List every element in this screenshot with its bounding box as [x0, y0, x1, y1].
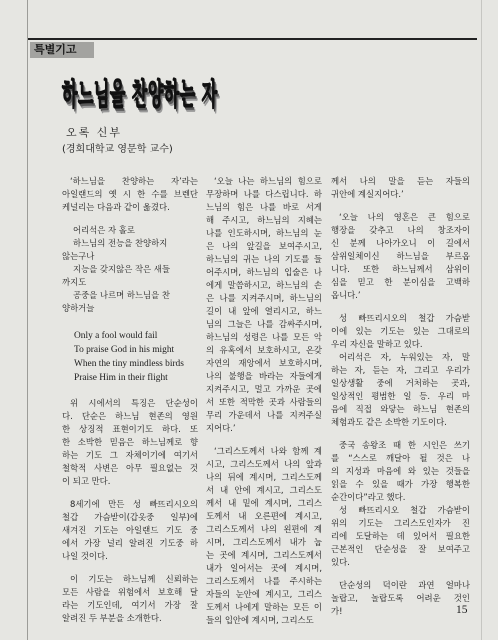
- paragraph-group: [62, 498, 198, 563]
- paragraph: [331, 439, 470, 504]
- body-text-line: 옵니다.’: [331, 290, 361, 300]
- body-text-line: 가!: [331, 606, 343, 616]
- poem-line-english: When the tiny mindless birds: [74, 359, 184, 369]
- poem-line-english: Praise Him in their flight: [74, 373, 168, 383]
- body-text-line: 님의 그늘은 나를 감싸주시며,: [206, 319, 322, 329]
- paragraph-group: [331, 579, 470, 618]
- body-text-line: 아일랜드의 옛 시 한 수를 브렌단: [62, 189, 198, 199]
- body-text-line: 새겨진 기도는 아일랜드 기도 중: [62, 525, 198, 535]
- body-text-line: 읽을 수 있을 때가 가장 행복한: [331, 479, 470, 489]
- body-text-line: 나의 뒤에 계시며, 그리스도께: [206, 472, 322, 482]
- body-text-line: 한 상징적 표현이기도 하다. 또: [62, 424, 198, 434]
- body-text-line: 하느님의 귀는 나의 기도를 들: [206, 254, 322, 264]
- body-text-line: 자연의 재앙에서 보호하시며,: [206, 358, 322, 368]
- body-text-line: 심을 믿고 한 분이심을 고백하: [331, 277, 470, 287]
- body-text-line: 성 빠뜨리시오 철갑 가슴받이: [339, 505, 470, 515]
- author-affiliation: (경희대학교 영문학 교수): [62, 144, 173, 155]
- body-text-line: 위 시에서의 특징은 단순성이: [70, 398, 198, 408]
- paragraph: [206, 445, 322, 627]
- paragraph: [331, 579, 470, 618]
- paragraph: [62, 573, 198, 625]
- article-column-2: [206, 175, 322, 637]
- paragraph-group: [62, 175, 198, 214]
- body-text-line: 께서 나의 말을 듣는 자들의: [331, 176, 470, 186]
- body-text-line: 이에 있는 기도는 있는 그대로의: [331, 326, 470, 336]
- poem-line: 양하거늘: [62, 303, 95, 313]
- body-text-line: 알려진 두 부분을 소개한다.: [62, 613, 162, 623]
- body-text-line: 우리 자신을 말하고 있다.: [331, 339, 423, 349]
- body-text-line: 단순성의 덕이란 과연 얼마나: [339, 580, 470, 590]
- body-text-line: 나의 불행을 바라는 자들에게: [206, 371, 322, 381]
- section-label: 특별기고: [30, 42, 94, 58]
- body-text-line: 는 곳에 계시며, 그리스도께서: [206, 550, 322, 560]
- body-text-line: 철갑 가슴받이(갑옷중 일부)에: [62, 512, 198, 522]
- paragraph: [331, 175, 470, 201]
- body-text-line: 에게 말씀하시고, 하느님의 손: [206, 280, 322, 290]
- body-text-line: 중국 송왕조 때 한 시인은 쓰기: [339, 440, 470, 450]
- body-text-line: 내가 일어서는 곳에 계시며,: [206, 563, 322, 573]
- poem-line: 하느님의 전능을 찬양하지: [73, 238, 168, 248]
- body-text-line: 들의 입안에 계시며, 그리스도: [206, 615, 314, 625]
- body-text-line: 서 내 안에 계시고, 그리스도: [206, 485, 322, 495]
- body-text-line: 에서 가장 널리 알려진 기도중 하: [62, 538, 198, 548]
- body-text-line: 하는 자, 듣는 자, 그리고 우리가: [331, 365, 470, 375]
- paragraph-group: [206, 175, 322, 435]
- body-text-line: 귀안에 계실지어다.’: [331, 189, 404, 199]
- body-text-line: 의 지성과 마음에 와 있는 것들을: [331, 466, 470, 476]
- body-text-line: 의 유혹에서 보호하시고, 온갖: [206, 345, 322, 355]
- body-text-line: 해 주시고, 하느님의 지혜는: [206, 215, 322, 225]
- body-text-line: 이 기도는 하느님께 신뢰하는: [70, 574, 198, 584]
- paragraph-group: [206, 445, 322, 627]
- paragraph: [331, 504, 470, 569]
- paragraph-group: [62, 397, 198, 488]
- body-text-line: 어리석은 자, 누워있는 자, 말: [339, 352, 470, 362]
- body-text-line: 삼위일체이신 하느님을 부르옵: [331, 251, 470, 261]
- poem-line: 공중을 나르며 하느님을 찬: [73, 290, 170, 300]
- body-text-line: 지켜주시고, 멀고 가까운 곳에: [206, 384, 322, 394]
- body-text-line: 시고, 그리스도께서 나의 앞과: [206, 459, 322, 469]
- poem-line: 까지도: [62, 277, 87, 287]
- body-text-line: 음에 직접 와닿는 하느님 현존의: [331, 404, 470, 414]
- body-text-line: 하는 기도 그 자체이기에 여기서: [62, 450, 198, 460]
- body-text-line: 어주시며, 하느님의 입술은 나: [206, 267, 322, 277]
- body-text-line: ‘그리스도께서 나와 함께 계: [214, 446, 322, 456]
- poem-line: 않는구나: [62, 251, 95, 261]
- body-text-line: 무리 가운데서 나를 지켜주실: [206, 410, 322, 420]
- body-text-line: 신 분께 나아가오니 이 길에서: [331, 238, 470, 248]
- paragraph-group: [331, 175, 470, 201]
- header-rule: [28, 38, 477, 40]
- body-text-line: 은 나의 앞길을 보여주시고,: [206, 241, 322, 251]
- body-text-line: 니다. 또한 하느님께서 삼위이: [331, 264, 470, 274]
- body-text-line: 도께서 내 오른편에 계시고,: [206, 511, 322, 521]
- body-text-line: 행장을 갖추고 나의 창조자이: [331, 225, 470, 235]
- body-text-line: ‘오늘 나는 하느님의 힘으로: [214, 176, 322, 186]
- poem-line-english: To praise God in his might: [74, 345, 175, 355]
- paragraph-group: [331, 211, 470, 302]
- page-number: 15: [456, 604, 468, 616]
- body-text-line: 근본적인 단순성을 잘 보여주고: [331, 544, 470, 554]
- body-text-line: 일상적인 평범한 일 등. 우리 마: [331, 391, 470, 401]
- article-title: 하느님을 찬양하는 자: [62, 76, 218, 113]
- body-text-line: 서 또한 적막한 곳과 사람들의: [206, 397, 322, 407]
- body-text-line: 8세기에 만든 성 빠뜨리시오의: [70, 499, 198, 509]
- body-text-line: 나일 것이다.: [62, 551, 108, 561]
- body-text-line: ‘하느님을 찬양하는 자’라는: [70, 176, 198, 186]
- body-text-line: 체험과도 같은 소박한 기도이다.: [331, 417, 447, 427]
- body-text-line: 지어다.’: [206, 423, 236, 433]
- body-text-line: 성 빠뜨리시오의 철갑 가슴받: [339, 313, 470, 323]
- body-text-line: 철학적 사변은 아무 필요없는 것: [62, 463, 198, 473]
- body-text-line: 그리스도께서 나를 주시하는: [206, 576, 322, 586]
- body-text-line: 길이 내 앞에 열리시고, 하느: [206, 306, 322, 316]
- body-text-line: 모든 사람을 위험에서 보호해 달: [62, 587, 198, 597]
- poem-line: 어리석은 자 홀로: [73, 225, 135, 235]
- body-text-line: 무장하며 나를 다스립니다. 하: [206, 189, 322, 199]
- paragraph: [62, 175, 198, 214]
- body-text-line: 케널리는 다음과 같이 옮겼다.: [62, 202, 170, 212]
- poem-english: [62, 329, 198, 385]
- paragraph: [331, 211, 470, 302]
- author-name: 오록 신부: [66, 126, 123, 139]
- body-text-line: 하느님의 성령은 나를 모든 악: [206, 332, 322, 342]
- paragraph-group: [62, 573, 198, 625]
- paragraph: [62, 397, 198, 488]
- paragraph: [62, 498, 198, 563]
- page-edge-right: [481, 0, 482, 640]
- body-text-line: 한 소박한 믿음은 하느님께로 향: [62, 437, 198, 447]
- paragraph: [331, 312, 470, 351]
- body-text-line: 다. 단순은 하느님 현존의 영원: [62, 411, 198, 421]
- body-text-line: 그리스도께서 나의 왼편에 계: [206, 524, 322, 534]
- body-text-line: 자들의 눈안에 계시고, 그리스: [206, 589, 322, 599]
- body-text-line: 순간이다”라고 했다.: [331, 492, 406, 502]
- body-text-line: 위의 기도는 그리스도인자가 진: [331, 518, 470, 528]
- body-text-line: 리에 도달하는 데 있어서 필요한: [331, 531, 470, 541]
- article-column-3: [331, 175, 470, 628]
- body-text-line: 느님의 힘은 나를 바로 서게: [206, 202, 322, 212]
- body-text-line: 은 나를 지켜주시며, 하느님의: [206, 293, 322, 303]
- body-text-line: 시며, 그리스도께서 내가 눕: [206, 537, 322, 547]
- article-column-1: [62, 175, 198, 635]
- paragraph: [331, 351, 470, 429]
- body-text-line: 이 되고 만다.: [62, 476, 111, 486]
- paragraph: [206, 175, 322, 435]
- page-edge-left: [27, 0, 28, 640]
- poem-korean: [62, 224, 198, 315]
- paragraph-group: [331, 439, 470, 569]
- body-text-line: 도께서 나에게 말하는 모든 이: [206, 602, 322, 612]
- body-text-line: 를 “스스로 깨달아 될 것은 나: [331, 453, 470, 463]
- poem-line: 지능을 갖지않은 작은 새들: [73, 264, 170, 274]
- paragraph-group: [331, 312, 470, 429]
- body-text-line: 있다.: [331, 557, 350, 567]
- body-text-line: 라는 기도인데, 여기서 가장 잘: [62, 600, 198, 610]
- body-text-line: 놀랍고, 놀랍도록 어려운 것인: [331, 593, 470, 603]
- body-text-line: ‘오늘 나의 영혼은 큰 힘으로: [339, 212, 470, 222]
- body-text-line: 께서 내 밑에 계시며, 그리스: [206, 498, 322, 508]
- body-text-line: 일상생활 중에 거처하는 곳과,: [331, 378, 470, 388]
- poem-line-english: Only a fool would fail: [74, 331, 158, 341]
- body-text-line: 나를 인도하시며, 하느님의 눈: [206, 228, 322, 238]
